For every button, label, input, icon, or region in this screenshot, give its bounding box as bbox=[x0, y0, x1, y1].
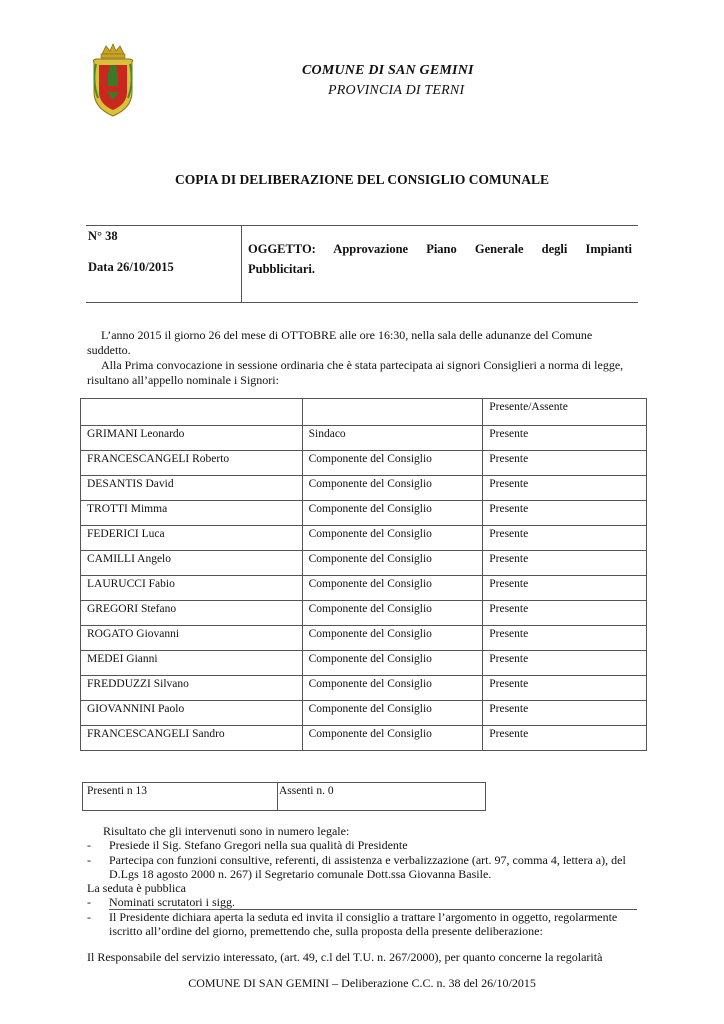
member-role: Componente del Consiglio bbox=[302, 526, 483, 551]
table-row bbox=[81, 626, 647, 651]
member-status: Presente bbox=[483, 701, 647, 726]
table-row bbox=[81, 651, 647, 676]
deliberation-number: N° 38 bbox=[88, 229, 118, 243]
bullet-dash: - bbox=[87, 910, 91, 924]
intro-line-3: Alla Prima convocazione in sessione ordinaria che è stata partecipata ai signori Consiglieri a norma di legge, bbox=[101, 358, 624, 372]
member-name: DESANTIS David bbox=[81, 476, 303, 501]
table-row bbox=[81, 526, 647, 551]
member-name: GREGORI Stefano bbox=[81, 601, 303, 626]
table-row bbox=[81, 476, 647, 501]
member-status: Presente bbox=[483, 526, 647, 551]
box-divider bbox=[241, 226, 242, 302]
member-status: Presente bbox=[483, 601, 647, 626]
header-cell bbox=[81, 399, 303, 426]
page-title: COPIA DI DELIBERAZIONE DEL CONSIGLIO COMUNALE bbox=[175, 172, 549, 187]
table-row bbox=[81, 701, 647, 726]
member-name: TROTTI Mimma bbox=[81, 501, 303, 526]
member-name: MEDEI Gianni bbox=[81, 651, 303, 676]
public-session-text: La seduta è pubblica bbox=[87, 881, 186, 895]
member-name: FREDDUZZI Silvano bbox=[81, 676, 303, 701]
quorum-text: Risultato che gli intervenuti sono in numero legale: bbox=[103, 824, 350, 838]
member-status: Presente bbox=[483, 551, 647, 576]
bullet-dash: - bbox=[87, 853, 91, 867]
president-text: Presiede il Sig. Stefano Gregori nella sua qualità di Presidente bbox=[109, 838, 408, 852]
coat-of-arms-icon bbox=[90, 42, 136, 118]
deliberation-header-box bbox=[86, 225, 638, 303]
bullet-dash: - bbox=[87, 838, 91, 852]
responsible-text: Il Responsabile del servizio interessato, (art. 49, c.l del T.U. n. 267/2000), per quanto concerne la regolarità bbox=[87, 950, 603, 964]
member-role: Componente del Consiglio bbox=[302, 726, 483, 751]
member-status: Presente bbox=[483, 451, 647, 476]
member-name: LAURUCCI Fabio bbox=[81, 576, 303, 601]
page-footer: COMUNE DI SAN GEMINI – Deliberazione C.C. n. 38 del 26/10/2015 bbox=[188, 976, 536, 990]
member-status: Presente bbox=[483, 651, 647, 676]
header-cell bbox=[302, 399, 483, 426]
member-status: Presente bbox=[483, 676, 647, 701]
member-name: GRIMANI Leonardo bbox=[81, 426, 303, 451]
member-role: Componente del Consiglio bbox=[302, 501, 483, 526]
member-name: ROGATO Giovanni bbox=[81, 626, 303, 651]
table-row bbox=[81, 676, 647, 701]
attendance-table bbox=[80, 398, 647, 751]
scrutineers-line bbox=[109, 895, 637, 910]
header-cell-presence: Presente/Assente bbox=[483, 399, 647, 426]
member-role: Componente del Consiglio bbox=[302, 551, 483, 576]
table-row bbox=[81, 451, 647, 476]
table-row bbox=[81, 576, 647, 601]
member-status: Presente bbox=[483, 726, 647, 751]
member-role: Componente del Consiglio bbox=[302, 651, 483, 676]
table-row bbox=[81, 426, 647, 451]
deliberation-date: Data 26/10/2015 bbox=[88, 260, 174, 274]
provincia-name: PROVINCIA DI TERNI bbox=[328, 83, 465, 98]
member-name: FRANCESCANGELI Roberto bbox=[81, 451, 303, 476]
table-row bbox=[81, 551, 647, 576]
member-role: Componente del Consiglio bbox=[302, 601, 483, 626]
scrutineers-text: Nominati scrutatori i sigg. bbox=[109, 895, 235, 909]
member-name: FRANCESCANGELI Sandro bbox=[81, 726, 303, 751]
member-role: Componente del Consiglio bbox=[302, 676, 483, 701]
intro-line-4: risultano all’appello nominale i Signori: bbox=[87, 373, 279, 387]
member-role: Componente del Consiglio bbox=[302, 576, 483, 601]
subject-line-2: Pubblicitari. bbox=[248, 262, 316, 276]
member-name: CAMILLI Angelo bbox=[81, 551, 303, 576]
session-details bbox=[87, 824, 639, 964]
comune-name: COMUNE DI SAN GEMINI bbox=[302, 63, 474, 78]
table-row bbox=[81, 726, 647, 751]
member-role: Componente del Consiglio bbox=[302, 701, 483, 726]
intro-line-2: suddetto. bbox=[87, 343, 131, 357]
totals-divider bbox=[277, 783, 278, 810]
present-count: Presenti n 13 bbox=[87, 785, 148, 797]
member-name: FEDERICI Luca bbox=[81, 526, 303, 551]
opening-text-1: Il Presidente dichiara aperta la seduta ed invita il consiglio a trattare l’argomento in oggetto, regolarmente bbox=[109, 910, 618, 924]
member-status: Presente bbox=[483, 626, 647, 651]
member-role: Componente del Consiglio bbox=[302, 626, 483, 651]
member-name: GIOVANNINI Paolo bbox=[81, 701, 303, 726]
table-row bbox=[81, 601, 647, 626]
absent-count: Assenti n. 0 bbox=[279, 785, 334, 797]
bullet-dash: - bbox=[87, 895, 91, 909]
member-status: Presente bbox=[483, 426, 647, 451]
secretary-text-1: Partecipa con funzioni consultive, referenti, di assistenza e verbalizzazione (art. 97, comma 4, lettera a), del bbox=[109, 853, 626, 867]
member-status: Presente bbox=[483, 576, 647, 601]
member-status: Presente bbox=[483, 476, 647, 501]
member-status: Presente bbox=[483, 501, 647, 526]
totals-box bbox=[82, 782, 486, 811]
member-role: Componente del Consiglio bbox=[302, 476, 483, 501]
member-role: Sindaco bbox=[302, 426, 483, 451]
member-role: Componente del Consiglio bbox=[302, 451, 483, 476]
table-header-row bbox=[81, 399, 647, 426]
secretary-text-2: D.Lgs 18 agosto 2000 n. 267) il Segretario comunale Dott.ssa Giovanna Basile. bbox=[109, 867, 492, 881]
opening-text-2: iscritto all’ordine del giorno, premettendo che, sulla proposta della presente deliberazione: bbox=[109, 924, 543, 938]
intro-line-1: L’anno 2015 il giorno 26 del mese di OTTOBRE alle ore 16:30, nella sala delle adunanze del Comune bbox=[101, 328, 593, 342]
intro-paragraph bbox=[87, 328, 637, 388]
subject-line-1: OGGETTO: Approvazione Piano Generale degli Impianti bbox=[248, 242, 632, 256]
table-row bbox=[81, 501, 647, 526]
